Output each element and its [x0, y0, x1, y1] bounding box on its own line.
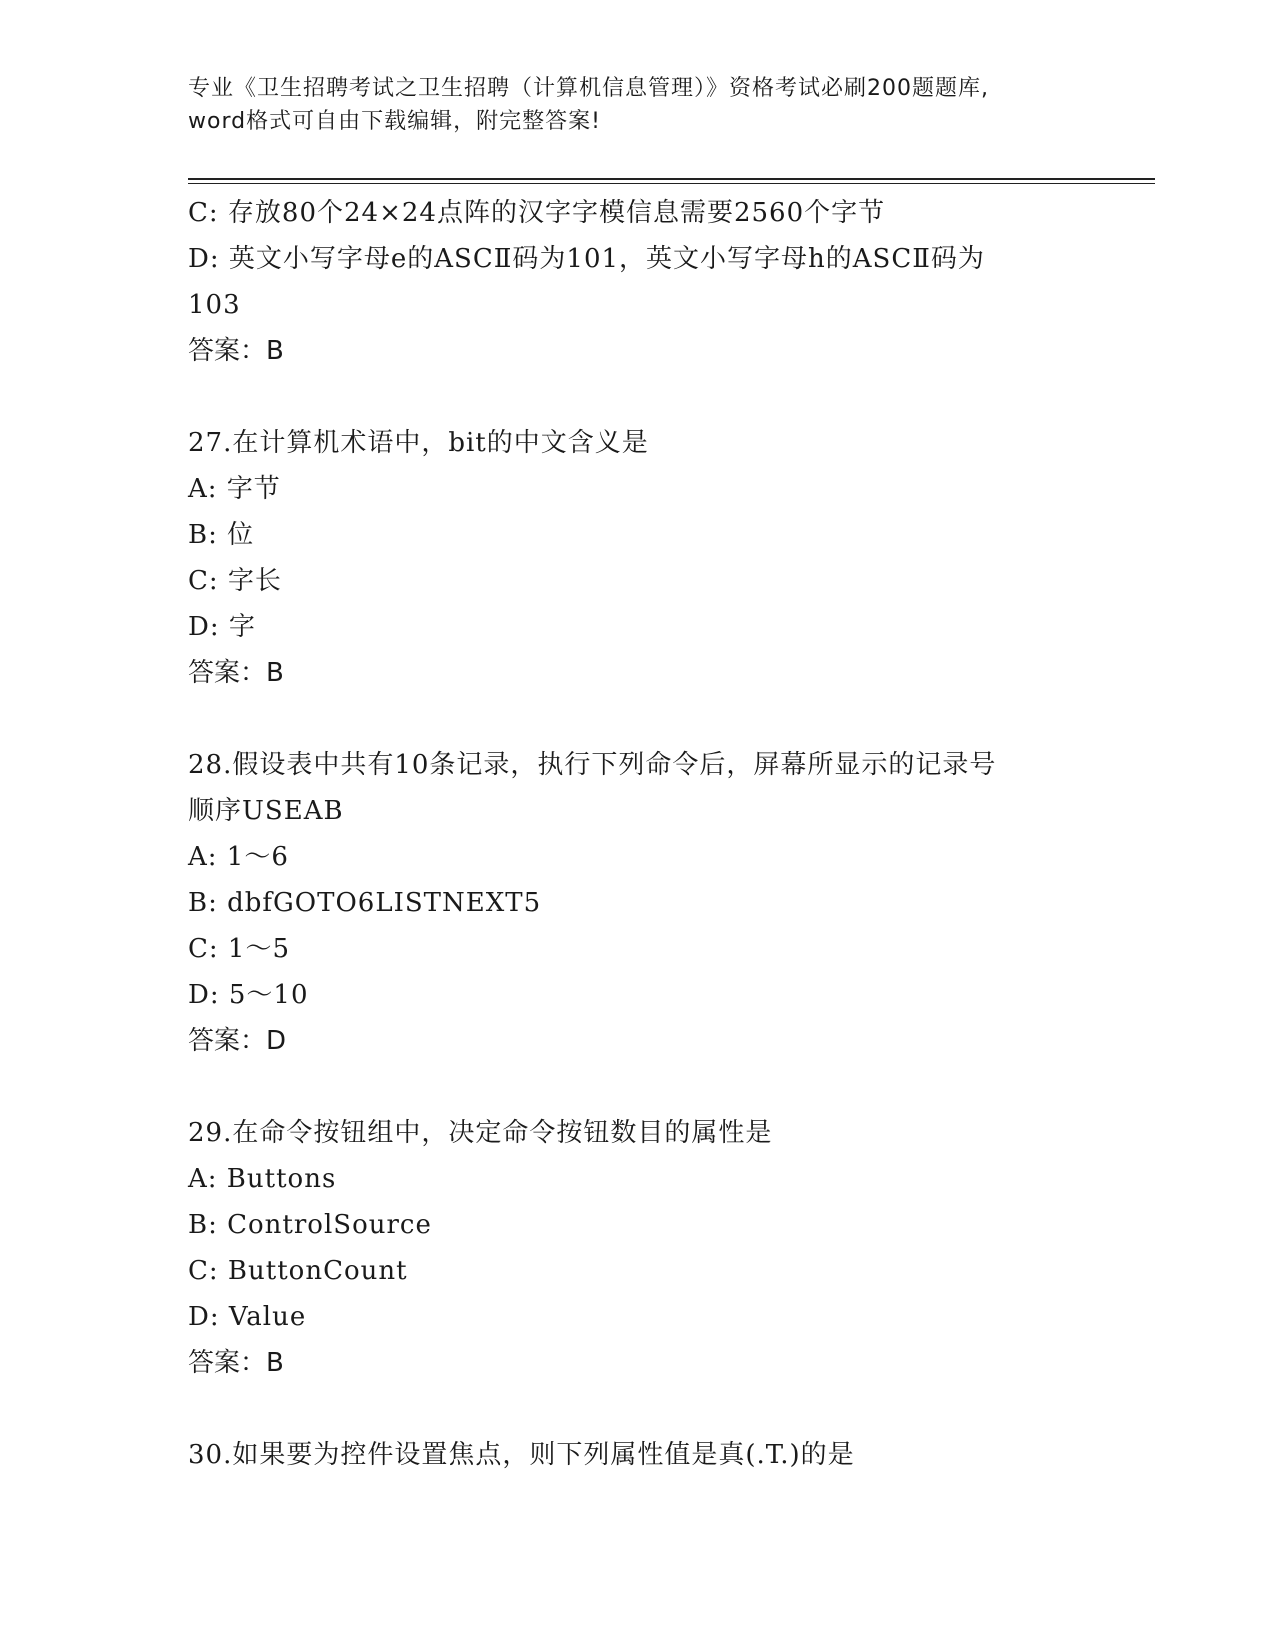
header-rule-thin	[188, 183, 1155, 184]
question-text: 29.在命令按钮组中，决定命令按钮数目的属性是	[188, 1118, 773, 1148]
option-d: D: 5～10	[188, 980, 309, 1010]
question-text: 28.假设表中共有10条记录，执行下列命令后，屏幕所显示的记录号	[188, 750, 997, 780]
spacer	[188, 1064, 1068, 1110]
option-c: C: 存放80个24×24点阵的汉字字模信息需要2560个字节	[188, 198, 886, 228]
question-26-tail	[188, 190, 1068, 374]
option-c: C: 1～5	[188, 934, 291, 964]
question-text: 30.如果要为控件设置焦点，则下列属性值是真(.T.)的是	[188, 1440, 855, 1470]
document-header	[188, 72, 1088, 138]
option-d: D: 字	[188, 612, 256, 642]
question-text: 27.在计算机术语中，bit的中文含义是	[188, 428, 649, 458]
option-a: A: Buttons	[188, 1164, 337, 1194]
question-28	[188, 742, 1068, 1064]
spacer	[188, 1386, 1068, 1432]
question-list	[188, 190, 1068, 1478]
option-d-continued: 103	[188, 290, 241, 320]
option-c: C: 字长	[188, 566, 282, 596]
option-b: B: 位	[188, 520, 255, 550]
spacer	[188, 374, 1068, 420]
option-a: A: 字节	[188, 474, 281, 504]
answer: 答案：B	[188, 1348, 284, 1378]
option-d: D: 英文小写字母e的ASCⅡ码为101，英文小写字母h的ASCⅡ码为	[188, 244, 985, 274]
header-line-1: 专业《卫生招聘考试之卫生招聘（计算机信息管理）》资格考试必刷200题题库,	[188, 76, 989, 101]
option-c: C: ButtonCount	[188, 1256, 408, 1286]
header-line-2: word格式可自由下载编辑，附完整答案!	[188, 109, 601, 134]
question-text-continued: 顺序USEAB	[188, 796, 344, 826]
option-b: B: ControlSource	[188, 1210, 432, 1240]
question-30	[188, 1432, 1068, 1478]
answer: 答案：D	[188, 1026, 287, 1056]
header-rule-thick	[188, 178, 1155, 180]
spacer	[188, 696, 1068, 742]
question-27	[188, 420, 1068, 696]
option-b: B: dbfGOTO6LISTNEXT5	[188, 888, 542, 918]
answer: 答案：B	[188, 336, 284, 366]
option-a: A: 1～6	[188, 842, 289, 872]
answer: 答案：B	[188, 658, 284, 688]
question-29	[188, 1110, 1068, 1386]
option-d: D: Value	[188, 1302, 307, 1332]
